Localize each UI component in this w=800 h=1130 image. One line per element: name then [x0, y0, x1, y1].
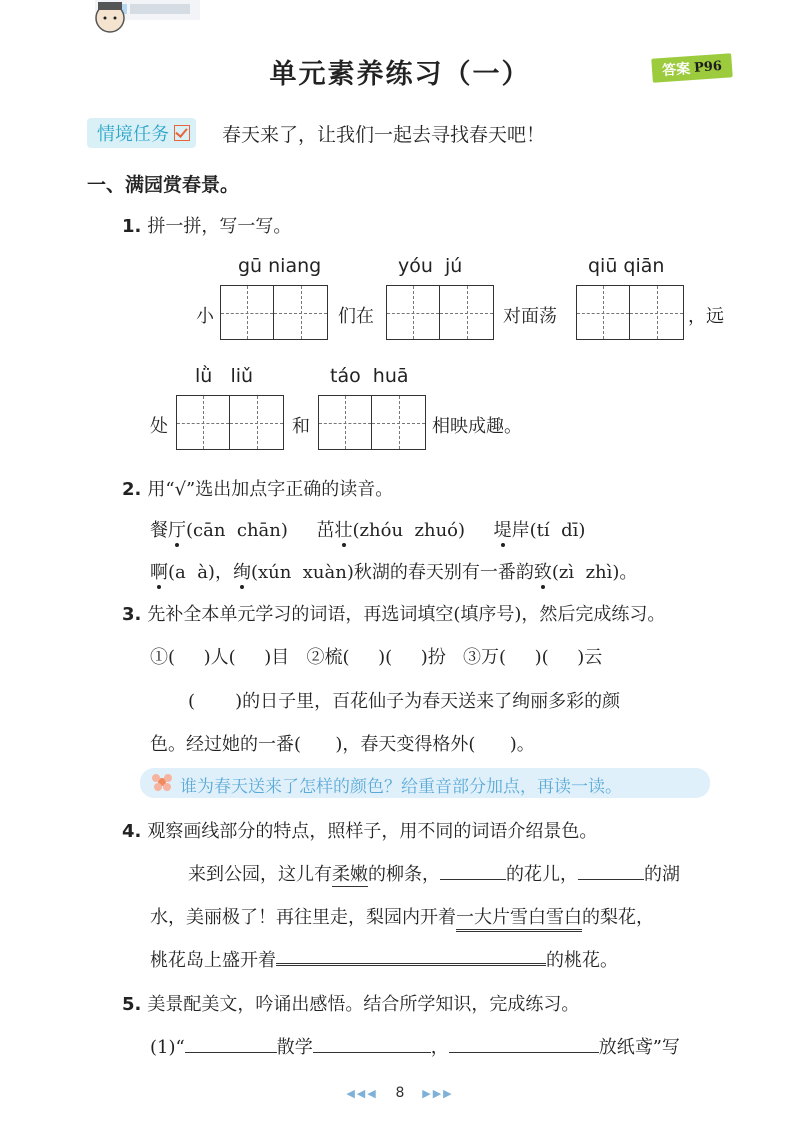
- dotted-char: 啊: [150, 562, 168, 583]
- reading-options[interactable]: (xún xuàn): [250, 562, 354, 583]
- sentence-text: 水，美丽极了！再往里走，梨园内开着: [150, 907, 456, 928]
- question-2: [122, 475, 393, 501]
- task-badge: [87, 118, 196, 148]
- pinyin-lvliu: lǜ liǔ: [195, 365, 254, 387]
- text-xiangying: 相映成趣。: [432, 416, 522, 437]
- question-number: 1.: [122, 216, 142, 237]
- question-prompt: 拼一拼，写一写。: [147, 216, 292, 237]
- question-number: 4.: [122, 821, 142, 842]
- text-xiao: 小: [196, 306, 214, 327]
- writing-grid-1[interactable]: [220, 285, 328, 340]
- reading-options[interactable]: (tí dī): [529, 520, 586, 541]
- hint-text: 谁为春天送来了怎样的颜色？给重音部分加点，再读一读。: [180, 777, 622, 797]
- char: 岸: [511, 520, 530, 541]
- question-1: [122, 212, 291, 238]
- answer-label: 答案: [661, 61, 691, 80]
- text-menzai: 们在: [338, 306, 374, 327]
- sentence-text: 的梨花，: [582, 907, 654, 928]
- sentence-text: 的柳条，: [368, 864, 440, 885]
- underlined-example: 一大片雪白雪白: [456, 903, 582, 932]
- section-heading: 一、满园赏春景。: [87, 174, 240, 196]
- text-he: 和: [292, 416, 310, 437]
- sentence-text: (1)“: [150, 1037, 185, 1058]
- writing-grid-3[interactable]: [576, 285, 684, 340]
- answer-blank[interactable]: [276, 963, 546, 966]
- answer-blank[interactable]: [578, 879, 644, 880]
- sentence-text: 的湖: [644, 864, 680, 885]
- answer-blank[interactable]: [313, 1052, 431, 1053]
- sentence-text: 散学: [276, 1037, 313, 1058]
- poem-line-1: [150, 1033, 680, 1059]
- sentence-text: 来到公园，这儿有: [188, 864, 332, 885]
- question-prompt: 美景配美文，吟诵出感悟。结合所学知识，完成练习。: [147, 994, 580, 1015]
- writing-grid-4[interactable]: [176, 395, 284, 450]
- dotted-char: 厅: [168, 520, 186, 541]
- question-prompt: 先补全本单元学习的词语，再选词填空(填序号)，然后完成练习。: [147, 604, 666, 625]
- right-arrows-icon: ▶▶▶: [422, 1087, 454, 1100]
- pinyin-qiuqian: qiū qiān: [588, 255, 665, 277]
- text-yuan: ，远: [688, 306, 724, 327]
- task-badge-label: 情境任务: [97, 124, 169, 145]
- dotted-char: 绚: [232, 562, 251, 583]
- question-3: [122, 600, 665, 626]
- question-prompt: 观察画线部分的特点，照样子，用不同的词语介绍景色。: [147, 821, 598, 842]
- dotted-char: 壮: [334, 520, 353, 541]
- task-text: 春天来了，让我们一起去寻找春天吧！: [222, 124, 546, 146]
- sentence-text: 放纸鸢”写: [598, 1037, 680, 1058]
- answer-blank[interactable]: [449, 1052, 599, 1053]
- pinyin-guniang: gū niang: [238, 255, 322, 277]
- reading-line-1: [150, 516, 585, 542]
- sentence-text: 的花儿，: [506, 864, 578, 885]
- pinyin-taohua: táo huā: [330, 365, 409, 387]
- answer-blank[interactable]: [185, 1052, 277, 1053]
- passage-line-3: [150, 946, 618, 972]
- writing-grid-2[interactable]: [386, 285, 494, 340]
- left-arrows-icon: ◀◀◀: [346, 1087, 378, 1100]
- fill-line-2[interactable]: 色。经过她的一番( )，春天变得格外( )。: [150, 734, 535, 755]
- page-title: 单元素养练习（一）: [269, 59, 531, 90]
- char: 茁: [316, 520, 335, 541]
- reading-options[interactable]: (zì zhì)。: [551, 562, 638, 583]
- page-footer: [0, 1085, 800, 1101]
- checkbox-icon: [174, 125, 190, 141]
- question-number: 5.: [122, 994, 142, 1015]
- char: 餐: [150, 520, 168, 541]
- flower-icon: [148, 770, 176, 794]
- question-4: [122, 817, 597, 843]
- answer-page: P96: [693, 58, 723, 76]
- sentence-text: 秋湖的春天别有一番韵: [353, 562, 534, 583]
- reading-line-2: [150, 558, 637, 584]
- writing-grid-5[interactable]: [318, 395, 426, 450]
- fill-line-1[interactable]: ( )的日子里，百花仙子为春天送来了绚丽多彩的颜: [188, 691, 621, 712]
- reading-options[interactable]: (cān chān): [186, 520, 288, 541]
- dotted-char: 堤: [493, 520, 512, 541]
- text-chu: 处: [150, 416, 168, 437]
- sentence-text: 的桃花。: [546, 950, 618, 971]
- dotted-char: 致: [533, 562, 552, 583]
- question-number: 2.: [122, 479, 142, 500]
- sentence-text: 桃花岛上盛开着: [150, 950, 276, 971]
- text-duimiandang: 对面荡: [503, 306, 557, 327]
- passage-line-1: [188, 860, 680, 887]
- answer-blank[interactable]: [440, 879, 506, 880]
- word-blanks[interactable]: ①( )人( )目 ②梳( )( )扮 ③万( )( )云: [150, 647, 603, 668]
- underlined-example: 柔嫩: [332, 860, 368, 887]
- passage-line-2: [150, 903, 654, 932]
- question-number: 3.: [122, 604, 142, 625]
- reading-options[interactable]: (zhóu zhuó): [352, 520, 466, 541]
- sentence-text: ，: [430, 1037, 449, 1058]
- question-prompt: 用“√”选出加点字正确的读音。: [147, 479, 394, 500]
- page-number: 8: [395, 1085, 405, 1101]
- corner-logo: [0, 0, 200, 40]
- reading-options[interactable]: (a à)，: [168, 562, 233, 583]
- question-5: [122, 990, 579, 1016]
- pinyin-youju: yóu jú: [398, 255, 463, 277]
